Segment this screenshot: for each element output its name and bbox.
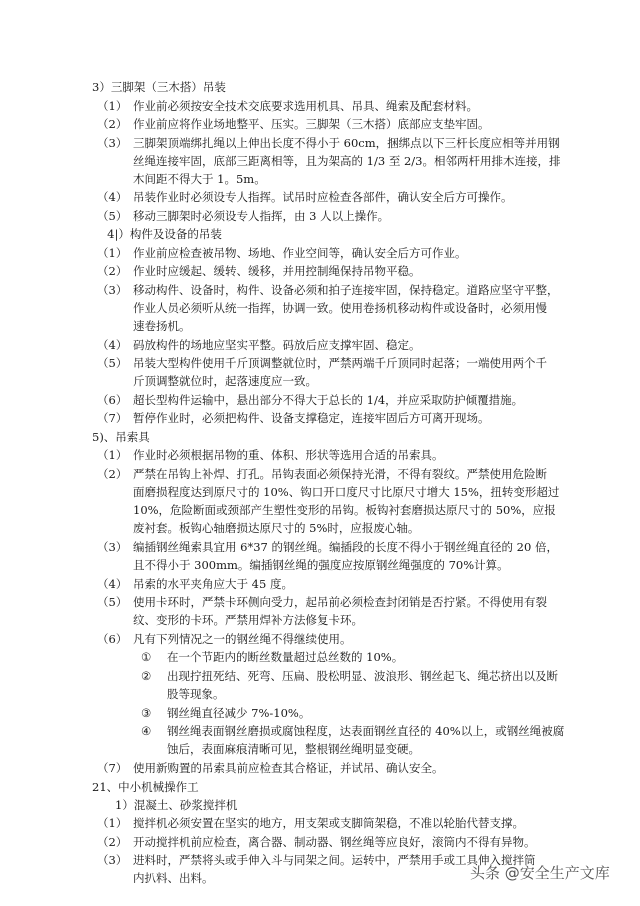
section-heading: 5)、吊索具 bbox=[92, 430, 150, 444]
text-line: 内扒料、出料。 bbox=[133, 871, 214, 885]
item-number: （4） bbox=[97, 338, 128, 352]
section-heading: 4|）构件及设备的吊装 bbox=[92, 227, 222, 241]
text-line: 使用新购置的吊索具前应检查其合格证，并试吊、确认安全。 bbox=[133, 761, 444, 775]
text-line: 开动搅拌机前应检查，离合器、制动器、钢丝绳等应良好，滚筒内不得有异物。 bbox=[133, 835, 536, 849]
text-line: ③ bbox=[141, 706, 152, 720]
text-line: 且不得小于 300mm。编插钢丝绳的强度应按原钢丝绳强度的 70%计算。 bbox=[133, 558, 509, 572]
text-line: 暂停作业时，必须把构件、设备支撑稳定，连接牢固后方可离开现场。 bbox=[133, 411, 490, 425]
text-line: 木间距不得大于 1。5m。 bbox=[133, 172, 266, 186]
item-number: （5） bbox=[97, 595, 128, 609]
item-number: （5） bbox=[97, 356, 128, 370]
text-line: 编插钢丝绳索具宜用 6*37 的钢丝绳。编插段的长度不得小于钢丝绳直径的 20 倍， bbox=[133, 540, 558, 554]
section-heading: 1）混凝土、砂浆搅拌机 bbox=[92, 798, 238, 812]
text-line: ① bbox=[141, 650, 152, 664]
item-number: （2） bbox=[97, 264, 128, 278]
section-heading: 3）三脚架（三木搭）吊装 bbox=[92, 80, 226, 94]
text-line: 股等现象。 bbox=[167, 687, 225, 701]
text-line: 作业前应检查被吊物、场地、作业空间等，确认安全后方可作业。 bbox=[133, 246, 467, 260]
item-number: （5） bbox=[97, 209, 128, 223]
text-line: 三脚架顶端绑扎绳以上伸出长度不得小于 60cm，捆绑点以下三杆长度应相等并用钢 bbox=[133, 136, 560, 150]
item-number: （7） bbox=[97, 411, 128, 425]
text-line: 纹、变形的卡环。严禁用焊补方法修复卡环。 bbox=[133, 613, 363, 627]
item-number: （3） bbox=[97, 136, 128, 150]
text-line: 吊索的水平夹角应大于 45 度。 bbox=[133, 577, 293, 591]
text-line: ② bbox=[141, 669, 152, 683]
item-number: （4） bbox=[97, 190, 128, 204]
text-line: 移动三脚架时必须设专人指挥，由 3 人以上操作。 bbox=[133, 209, 390, 223]
text-line: 码放构件的场地应坚实平整。码放后应支撑牢固、稳定。 bbox=[133, 338, 421, 352]
item-number: （1） bbox=[97, 246, 128, 260]
text-line: 作业时必须根据吊物的重、体积、形状等选用合适的吊索具。 bbox=[133, 448, 444, 462]
item-number: （6） bbox=[97, 393, 128, 407]
item-number: （3） bbox=[97, 540, 128, 554]
text-line: 吊装作业时必须设专人指挥。试吊时应检查各部件，确认安全后方可操作。 bbox=[133, 190, 513, 204]
text-line: 斤顶调整就位时，起落速度应一致。 bbox=[133, 374, 317, 388]
text-line: 严禁在吊钩上补焊、打孔。吊钩表面必须保持光滑，不得有裂纹。严禁使用危险断 bbox=[133, 467, 547, 481]
text-line: 搅拌机必须安置在坚实的地方，用支架或支脚筒架稳，不准以轮胎代替支撑。 bbox=[133, 816, 524, 830]
text-line: 10%，危险断面或颈部产生塑性变形的吊钩。板钩衬套磨损达原尺寸的 50%，应报 bbox=[133, 503, 556, 517]
item-number: （2） bbox=[97, 467, 128, 481]
item-number: （1） bbox=[97, 448, 128, 462]
text-line: 作业人员必须听从统一指挥，协调一致。使用卷扬机移动构件或设备时，必须用慢 bbox=[133, 301, 547, 315]
watermark-label: 头条 @安全生产文库 bbox=[470, 864, 610, 882]
text-line: 蚀后，表面麻痕清晰可见，整根钢丝绳明显变硬。 bbox=[167, 742, 420, 756]
item-number: （2） bbox=[97, 117, 128, 131]
text-line: 超长型构件运输中，悬出部分不得大于总长的 1/4，并应采取防护倾覆措施。 bbox=[133, 393, 524, 407]
text-line: 面磨损程度达到原尺寸的 10%、钩口开口度尺寸比原尺寸增大 15%，扭转变形超过 bbox=[133, 485, 560, 499]
text-line: 作业时应缓起、缓转、缓移，并用控制绳保持吊物平稳。 bbox=[133, 264, 421, 278]
text-line: 移动构件、设备时，构件、设备必须和拍子连接牢固，保持稳定。道路应坚守平整， bbox=[133, 283, 559, 297]
text-line: 废衬套。板钩心轴磨损达原尺寸的 5%时，应报废心轴。 bbox=[133, 521, 420, 535]
text-line: 使用卡环时，严禁卡环侧向受力，起吊前必须检查封闭销是否拧紧。不得使用有裂 bbox=[133, 595, 547, 609]
text-line: 在一个节距内的断丝数量超过总丝数的 10%。 bbox=[167, 650, 404, 664]
item-number: （6） bbox=[97, 632, 128, 646]
text-line: 凡有下列情况之一的钢丝绳不得继续使用。 bbox=[133, 632, 352, 646]
text-line: 作业前应将作业场地整平、压实。三脚架（三木搭）底部应支垫牢固。 bbox=[133, 117, 490, 131]
item-number: （7） bbox=[97, 761, 128, 775]
text-line: 钢丝绳表面钢丝磨损或腐蚀程度，达表面钢丝直径的 40%以上，或钢丝绳被腐 bbox=[167, 724, 565, 738]
item-number: （2） bbox=[97, 835, 128, 849]
text-line: 速卷扬机。 bbox=[133, 319, 191, 333]
item-number: （4） bbox=[97, 577, 128, 591]
text-line: ④ bbox=[141, 724, 152, 738]
text-line: 吊装大型构件使用千斤顶调整就位时，严禁两端千斤顶同时起落；一端使用两个千 bbox=[133, 356, 547, 370]
item-number: （3） bbox=[97, 853, 128, 867]
text-line: 丝绳连接牢固，底部三距离相等，且为架高的 1/3 至 2/3。相邻两杆用排木连接，排 bbox=[133, 154, 561, 168]
section-heading: 21、中小机械操作工 bbox=[92, 780, 199, 794]
item-number: （1） bbox=[97, 99, 128, 113]
item-number: （1） bbox=[97, 816, 128, 830]
text-line: 作业前必须按安全技术交底要求选用机具、吊具、绳索及配套材料。 bbox=[133, 99, 478, 113]
text-line: 钢丝绳直径减少 7%-10%。 bbox=[167, 706, 311, 720]
text-line: 出现拧扭死结、死弯、压扁、股松明显、波浪形、钢丝起飞、绳芯挤出以及断 bbox=[167, 669, 558, 683]
text-line: 进料时，严禁将头或手伸入斗与同架之间。运转中，严禁用手或工具伸入搅拌筒 bbox=[133, 853, 536, 867]
item-number: （3） bbox=[97, 283, 128, 297]
